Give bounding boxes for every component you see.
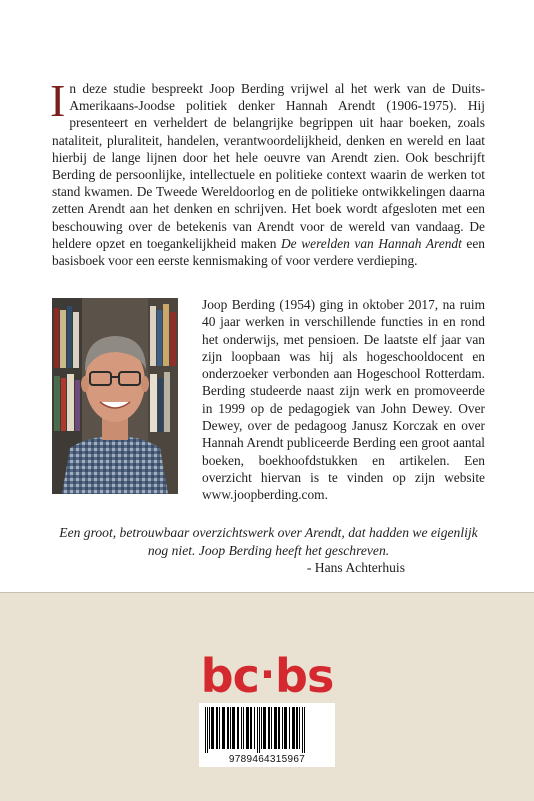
barcode-bar bbox=[243, 707, 244, 749]
barcode-bar bbox=[232, 707, 235, 749]
barcode-bar bbox=[261, 707, 262, 749]
publisher-logo bbox=[0, 649, 534, 703]
blurb-text-end: een basisboek voor een eerste kennismaking of voor verdere verdieping. bbox=[52, 235, 485, 269]
book-blurb bbox=[50, 75, 485, 269]
barcode-bar bbox=[292, 707, 295, 749]
blurb-book-title: De werelden van Hannah Arendt bbox=[281, 235, 462, 251]
barcode-bar bbox=[207, 707, 208, 753]
publisher-band bbox=[0, 592, 534, 801]
barcode-bar bbox=[257, 707, 258, 753]
barcode-bar bbox=[230, 707, 231, 749]
barcode-bar bbox=[271, 707, 272, 749]
barcode-bar bbox=[216, 707, 218, 749]
barcode-bar bbox=[254, 707, 255, 749]
blurb-text: n deze studie bespreekt Joop Berding vrijwel al het werk van de Duits-Amerikaans-Joodse politiek denker Hannah Arendt (1906-1975). Hij presenteert en verheldert de belangrijke begrippen uit haar boeken, zoals nataliteit, pluraliteit, handelen, verantwoordelijkheid, denken en wereld en laat hierbij de lange lijnen door het hele oeuvre van Arendt zien. Ook beschrijft Berding de persoonlijke, intellectuele en politieke context waarin de werken tot stand kwamen. De Tweede Wereldoorlog en de politieke ontwikkelingen daarna zetten Arendt aan het denken en schrijven. Het boek wordt afgesloten met een beschouwing over de betekenis van Arendt voor de wereld van vandaag. De heldere opzet en toegankelijkheid maken bbox=[52, 81, 485, 251]
author-biography bbox=[202, 296, 485, 504]
isbn-number: 9789464315967 bbox=[228, 754, 306, 765]
barcode-bar bbox=[284, 707, 287, 749]
barcode-bar bbox=[237, 707, 239, 749]
barcode-bar bbox=[241, 707, 242, 749]
barcode-bars bbox=[203, 707, 331, 753]
barcode-bar bbox=[268, 707, 270, 749]
barcode-bar bbox=[263, 707, 266, 749]
quote-text: Een groot, betrouwbaar overzichtswerk over Arendt, dat hadden we eigenlijk nog niet. Joop Berding heeft het geschreven. bbox=[59, 525, 478, 558]
barcode-bar bbox=[274, 707, 277, 749]
logo-dot: · bbox=[259, 652, 275, 698]
blurb-paragraph bbox=[50, 75, 485, 269]
barcode-bar bbox=[227, 707, 229, 749]
barcode-bar bbox=[289, 707, 290, 749]
bio-text: Joop Berding (1954) ging in oktober 2017, na ruim 40 jaar werken in verschillende functies in en rond het onderwijs, met pensioen. De laatste elf jaar van zijn loopbaan was hij als hogeschooldocent en onderzoeker verbonden aan Hogeschool Rotterdam. Berding studeerde naast zijn werk en promoveerde in 1999 op de pedagogiek van John Dewey. Over Dewey, over de pedagoog Janusz Korczak en over Hannah Arendt publiceerde Berding een groot aantal boeken, boekhoofdstukken en artikelen. Een overzicht hiervan is te vinden op zijn website www.joopberding.com. bbox=[202, 297, 485, 503]
barcode-bar bbox=[250, 707, 252, 749]
barcode-bar bbox=[211, 707, 214, 749]
barcode-bar bbox=[246, 707, 249, 749]
barcode-bar bbox=[259, 707, 260, 753]
barcode-bar bbox=[282, 707, 283, 749]
endorsement-quote bbox=[52, 524, 485, 577]
logo-right: bs bbox=[275, 649, 334, 703]
isbn-barcode bbox=[199, 703, 335, 767]
author-photo bbox=[52, 298, 178, 494]
quote-author: - Hans Achterhuis bbox=[306, 560, 405, 576]
drop-cap: I bbox=[50, 75, 66, 126]
barcode-bar bbox=[278, 707, 280, 749]
logo-left: bc bbox=[200, 649, 259, 703]
barcode-bar bbox=[299, 707, 300, 749]
barcode-bar bbox=[304, 707, 305, 753]
barcode-bar bbox=[205, 707, 206, 753]
barcode-bar bbox=[219, 707, 220, 749]
barcode-bar bbox=[302, 707, 303, 753]
barcode-bar bbox=[209, 707, 210, 749]
barcode-bar bbox=[296, 707, 298, 749]
barcode-bar bbox=[222, 707, 225, 749]
